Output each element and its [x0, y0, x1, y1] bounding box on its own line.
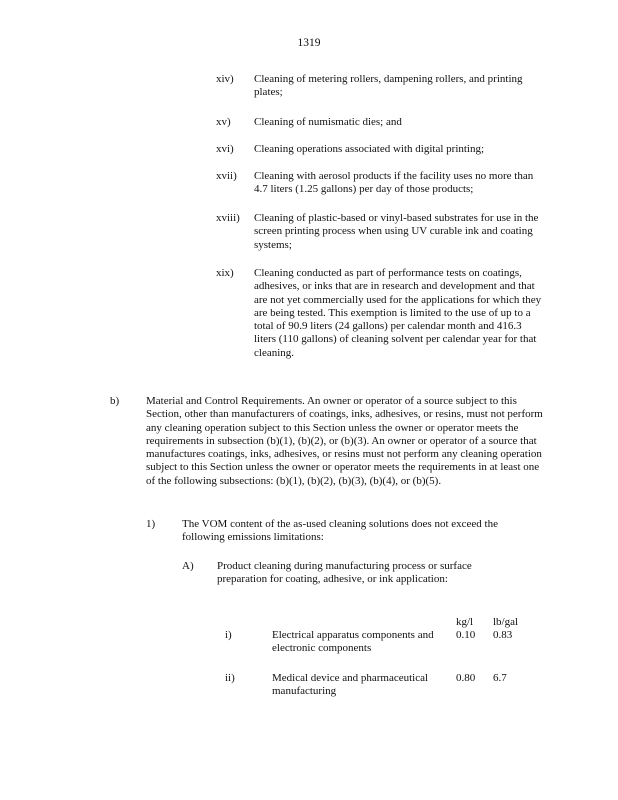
subsection-1-label: 1)	[146, 518, 156, 530]
row-kgl-value: 0.10	[456, 629, 476, 641]
exemption-label: xix)	[216, 267, 234, 279]
exemption-text: Cleaning of metering rollers, dampening rollers, and printing plates;	[254, 73, 523, 99]
exemption-text: Cleaning with aerosol products if the facility uses no more than 4.7 liters (1.25 gallons) per day of those products;	[254, 170, 534, 196]
exemption-text: Cleaning operations associated with digital printing;	[254, 143, 485, 155]
column-header-kgl: kg/l	[456, 616, 474, 628]
subsection-a-label: A)	[182, 560, 194, 572]
section-b-text: Material and Control Requirements. An owner or operator of a source subject to this Section, other than manufacturers of coatings, inks, adhesives, or resins, must not perform any cleaning operation subject to this Section unless the owner or operator meets the requirements in subsection (b)(1), (b)(2), or (b)(3). An owner or operator of a source that manufactures coatings, inks, adhesives, or resins must not perform any cleaning operation subject to this Section unless the owner or operator meets the requirements in at least one of the following subsections: (b)(1), (b)(2), (b)(3), (b)(4), or (b)(5).	[146, 395, 543, 487]
exemption-text: Cleaning conducted as part of performance tests on coatings, adhesives, or inks that are in research and development and that are not yet commercially used for the applications for which they are being tested. This exemption is limited to the use of up to a total of 90.9 liters (24 gallons) per calendar month and 416.3 liters (110 gallons) of cleaning solvent per calendar year for that cleaning.	[254, 267, 542, 359]
row-label: ii)	[225, 672, 235, 684]
row-label: i)	[225, 629, 232, 641]
exemption-label: xiv)	[216, 73, 234, 85]
row-lbgal-value: 6.7	[493, 672, 507, 684]
section-b-label: b)	[110, 395, 120, 407]
exemption-label: xviii)	[216, 212, 240, 224]
row-text: Electrical apparatus components and electronic components	[272, 629, 434, 655]
column-header-lbgal: lb/gal	[493, 616, 519, 628]
subsection-1-text: The VOM content of the as-used cleaning solutions does not exceed the following emissions limitations:	[182, 518, 498, 544]
page-number: 1319	[297, 37, 321, 49]
exemption-text: Cleaning of plastic-based or vinyl-based substrates for use in the screen printing process when using UV curable ink and coating systems;	[254, 212, 539, 251]
exemption-label: xvii)	[216, 170, 237, 182]
exemption-text: Cleaning of numismatic dies; and	[254, 116, 402, 128]
exemption-label: xv)	[216, 116, 231, 128]
exemption-label: xvi)	[216, 143, 234, 155]
row-text: Medical device and pharmaceutical manufacturing	[272, 672, 429, 698]
row-lbgal-value: 0.83	[493, 629, 513, 641]
subsection-a-text: Product cleaning during manufacturing process or surface preparation for coating, adhesive, or ink application:	[217, 560, 472, 586]
row-kgl-value: 0.80	[456, 672, 476, 684]
